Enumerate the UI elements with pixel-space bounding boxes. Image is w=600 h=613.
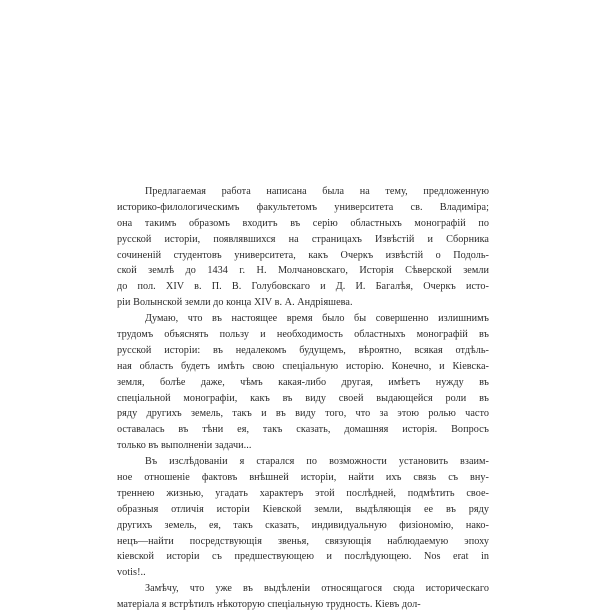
paragraph: [117, 311, 489, 454]
text-line: трудомъ объяснять пользу и необходимость областныхъ монографій въ: [117, 329, 489, 341]
text-line: до пол. XIV в. П. В. Голубовскаго и Д. И. Багалѣя, Очеркъ исто-: [117, 281, 489, 293]
text-line: ная область будетъ имѣть свою спеціальную исторію. Конечно, и Кіевска-: [117, 360, 489, 372]
text-line: матеріала я встрѣтилъ нѣкоторую спеціальную трудность. Кіевъ дол-: [117, 599, 421, 611]
text-line: ріи Волынской земли до конца XIV в. А. Андріяшева.: [117, 297, 353, 309]
paragraph: [117, 184, 489, 311]
text-line: только въ выполненіи задачи...: [117, 440, 252, 452]
paragraph: [117, 581, 489, 613]
text-line: русской исторіи: въ недалекомъ будущемъ, вѣроятно, всякая отдѣль-: [117, 344, 489, 356]
text-line: ряду другихъ земель, такъ и въ виду того, что за этою ролью часто: [117, 408, 489, 420]
text-line: Думаю, что въ настоящее время было бы совершенно излишнимъ: [145, 313, 489, 325]
text-line: ской землѣ до 1434 г. Н. Молчановскаго, Исторія Сѣверской земли: [117, 265, 489, 277]
text-line: кіевской исторіи съ предшествующею и послѣдующею. Nos erat in: [117, 551, 489, 563]
text-line: образныя отличія исторіи Кіевской земли, выдѣляющія ее въ ряду: [117, 503, 489, 515]
text-line: ное отношеніе фактовъ внѣшней исторіи, найти ихъ связь съ вну-: [117, 472, 489, 484]
text-line: спеціальной монографіи, какъ въ виду своей выдающейся роли въ: [117, 392, 489, 404]
paragraph: [117, 454, 489, 581]
text-line: она такимъ образомъ входитъ въ серію областныхъ монографій по: [117, 217, 489, 229]
text-line: Предлагаемая работа написана была на тему, предложенную: [145, 186, 489, 197]
text-line: сочиненій студентовъ университета, какъ Очеркъ извѣстій о Подоль-: [117, 249, 489, 261]
text-line: нецъ—найти посредствующія звенья, связующія наблюдаемую эпоху: [117, 535, 489, 547]
text-line: другихъ земель, ея, такъ сказать, индивидуальную физіономію, нако-: [117, 519, 489, 531]
text-line: votis!..: [117, 567, 146, 579]
text-line: оставалась въ тѣни ея, такъ сказать, домашняя исторія. Вопросъ: [117, 424, 489, 436]
text-line: треннею жизнью, угадать характеръ этой послѣдней, подмѣтить свое-: [117, 487, 489, 499]
text-line: земля, болѣе даже, чѣмъ какая-либо другая, имѣетъ нужду въ: [117, 376, 489, 388]
text-line: Въ изслѣдованіи я старался по возможности установить взаим-: [145, 456, 489, 468]
text-line: Замѣчу, что уже въ выдѣленіи относящагося сюда историческаго: [145, 583, 489, 595]
text-line: историко-филологическимъ факультетомъ университета св. Владиміра;: [117, 201, 489, 213]
preface-text: [117, 184, 489, 613]
text-line: русской исторіи, появлявшихся на страницахъ Извѣстій и Сборника: [117, 233, 489, 245]
